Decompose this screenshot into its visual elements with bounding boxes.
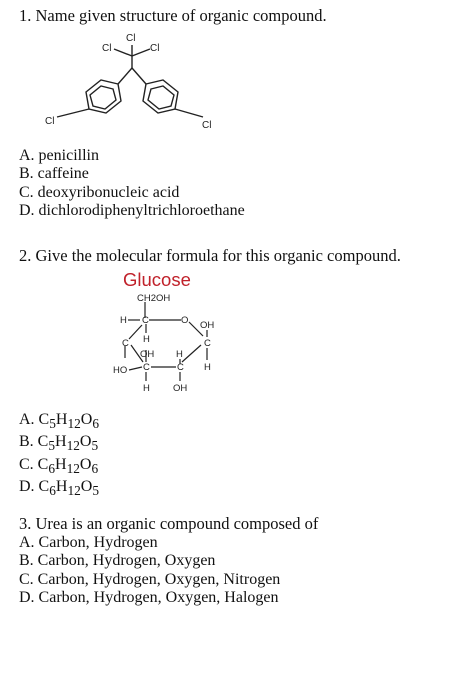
bond-c-c-left bbox=[129, 325, 142, 339]
h-bottom-label: H bbox=[143, 383, 150, 394]
h-right-label: H bbox=[204, 362, 211, 373]
q1-option-c: C. deoxyribonucleic acid bbox=[19, 183, 180, 201]
cl-top-label: Cl bbox=[126, 33, 136, 44]
q3-option-a: A. Carbon, Hydrogen bbox=[19, 534, 158, 551]
bond-c-cl-left bbox=[114, 49, 132, 56]
c-left-label: C bbox=[122, 338, 129, 349]
bond-ho-left bbox=[129, 367, 142, 370]
question-1-options bbox=[19, 147, 245, 220]
bond-right-ring-cl bbox=[175, 109, 203, 117]
q3-option-d: D. Carbon, Hydrogen, Oxygen, Halogen bbox=[19, 588, 279, 606]
cl-ring-right-label: Cl bbox=[202, 120, 212, 131]
bond-left-ring-cl bbox=[57, 109, 89, 117]
right-ring-inner bbox=[148, 86, 174, 109]
q2-option-d: D. $C_6H_{12}O_5$ bbox=[19, 478, 100, 499]
h-top-left-label: H bbox=[120, 315, 127, 326]
q2-option-a: A. $C_5H_{12}O_6$ bbox=[19, 411, 100, 432]
q2-option-c: C. $C_6H_{12}O_6$ bbox=[19, 455, 99, 477]
bond-c-c-right bbox=[182, 345, 201, 362]
question-1-text: 1. Name given structure of organic compound. bbox=[19, 6, 327, 25]
c-bottom-left-label: C bbox=[143, 362, 150, 373]
h-under-c-label: H bbox=[143, 334, 150, 345]
c-right-label: C bbox=[204, 338, 211, 349]
c-bottom-right-label: C bbox=[177, 362, 184, 373]
h-center-right-label: H bbox=[176, 349, 183, 360]
ddt-structure-diagram bbox=[0, 26, 465, 166]
q1-option-a: A. penicillin bbox=[19, 147, 99, 164]
q2-option-b: B. $C_5H_{12}O_5$ bbox=[19, 433, 99, 454]
question-2-text: 2. Give the molecular formula for this organic compound. bbox=[19, 246, 401, 265]
question-3-options bbox=[19, 534, 280, 607]
ho-left-label: HO bbox=[113, 365, 128, 376]
question-3-text: 3. Urea is an organic compound composed of bbox=[19, 514, 319, 533]
oh-center-label: OH bbox=[140, 349, 155, 360]
cl-ring-left-label: Cl bbox=[45, 116, 55, 127]
left-ring-inner bbox=[90, 86, 116, 109]
oh-right-label: OH bbox=[200, 320, 215, 331]
cl-left-label: Cl bbox=[102, 43, 112, 54]
q3-option-b: B. Carbon, Hydrogen, Oxygen bbox=[19, 552, 216, 570]
o-ring-label: O bbox=[181, 315, 189, 326]
glucose-structure-diagram bbox=[0, 285, 465, 405]
ch2oh-label: CH2OH bbox=[137, 293, 171, 304]
q1-option-b: B. caffeine bbox=[19, 165, 89, 183]
bond-to-left-ring bbox=[118, 68, 132, 84]
oh-bottom-label: OH bbox=[173, 383, 188, 394]
question-2-options bbox=[19, 411, 99, 501]
cl-right-label: Cl bbox=[150, 43, 160, 54]
q3-option-c: C. Carbon, Hydrogen, Oxygen, Nitrogen bbox=[19, 570, 281, 588]
c-top-label: C bbox=[142, 315, 149, 326]
bond-to-right-ring bbox=[132, 68, 146, 84]
glucose-title: Glucose bbox=[123, 269, 191, 290]
bond-c-cl-right bbox=[132, 49, 150, 56]
q1-option-d: D. dichlorodiphenyltrichloroethane bbox=[19, 201, 245, 219]
